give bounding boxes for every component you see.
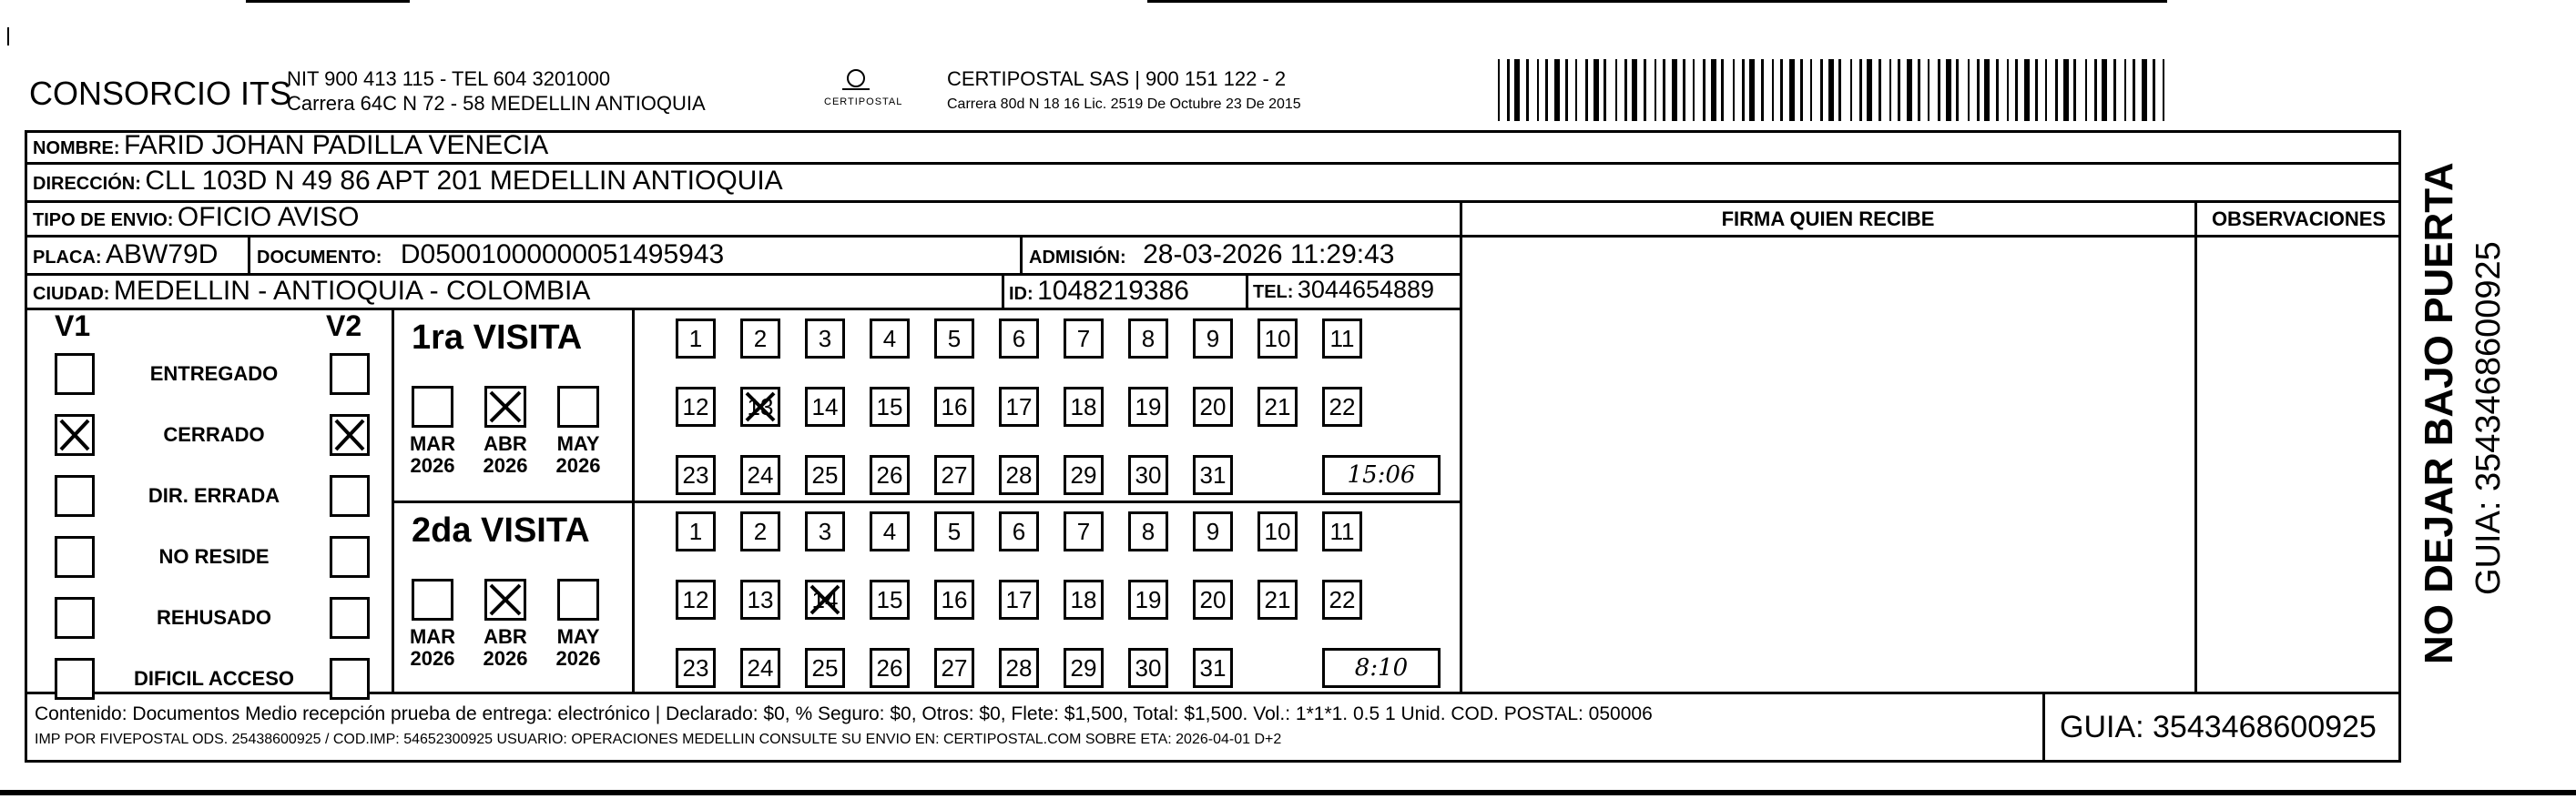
month-year: 2026 bbox=[410, 454, 455, 477]
nit-line: NIT 900 413 115 - TEL 604 3201000 bbox=[287, 67, 611, 90]
side-guide: GUIA: 3543468600925 bbox=[2469, 241, 2508, 595]
second-day-box[interactable]: 10 bbox=[1257, 511, 1298, 551]
name-value: FARID JOHAN PADILLA VENECIA bbox=[124, 130, 549, 160]
second-day-box[interactable]: 1 bbox=[676, 511, 716, 551]
v2-checkbox[interactable] bbox=[330, 414, 370, 456]
first-day-box[interactable]: 18 bbox=[1064, 387, 1104, 427]
first-month-label bbox=[407, 433, 458, 477]
first-day-box[interactable]: 16 bbox=[934, 387, 974, 427]
company-address: Carrera 64C N 72 - 58 MEDELLIN ANTIOQUIA bbox=[287, 92, 706, 115]
type-row bbox=[33, 202, 359, 233]
first-day-box[interactable]: 5 bbox=[934, 319, 974, 359]
scan-line bbox=[0, 790, 2576, 795]
scan-line bbox=[7, 27, 9, 46]
v1-checkbox[interactable] bbox=[55, 597, 95, 639]
second-day-box[interactable]: 31 bbox=[1193, 648, 1233, 688]
plate-value: ABW79D bbox=[106, 239, 219, 269]
first-day-box[interactable]: 22 bbox=[1322, 387, 1362, 427]
first-day-box[interactable]: 3 bbox=[805, 319, 845, 359]
certipostal-logo bbox=[806, 64, 906, 118]
first-day-box[interactable]: 11 bbox=[1322, 319, 1362, 359]
first-day-box[interactable]: 8 bbox=[1128, 319, 1168, 359]
second-day-box[interactable]: 18 bbox=[1064, 580, 1104, 620]
address-row bbox=[33, 166, 783, 197]
first-day-box[interactable]: 17 bbox=[999, 387, 1039, 427]
plate-row bbox=[33, 239, 218, 270]
first-day-box[interactable]: 7 bbox=[1064, 319, 1104, 359]
second-time-box[interactable]: 8:10 bbox=[1322, 648, 1441, 688]
month-name: MAR bbox=[409, 625, 456, 648]
observations-header: OBSERVACIONES bbox=[2211, 207, 2387, 230]
second-month-checkbox[interactable] bbox=[557, 579, 599, 621]
x-mark bbox=[743, 389, 778, 424]
first-month-checkbox[interactable] bbox=[484, 386, 526, 428]
first-day-box[interactable]: 23 bbox=[676, 455, 716, 495]
first-day-box[interactable]: 6 bbox=[999, 319, 1039, 359]
v2-checkbox[interactable] bbox=[330, 475, 370, 517]
second-day-box[interactable]: 20 bbox=[1193, 580, 1233, 620]
second-day-box[interactable]: 17 bbox=[999, 580, 1039, 620]
scan-line bbox=[246, 0, 410, 3]
status-label: ENTREGADO bbox=[149, 362, 279, 385]
footer-guide: GUIA: 3543468600925 bbox=[2060, 710, 2377, 744]
first-day-box[interactable]: 20 bbox=[1193, 387, 1233, 427]
doc-value: D05001000000051495943 bbox=[400, 239, 725, 269]
first-day-box[interactable]: 12 bbox=[676, 387, 716, 427]
second-month-label bbox=[553, 626, 604, 670]
col-divider bbox=[1020, 237, 1023, 275]
no-dejar-warning: NO DEJAR BAJO PUERTA bbox=[2417, 162, 2461, 664]
first-day-box[interactable]: 25 bbox=[805, 455, 845, 495]
first-day-box[interactable]: 24 bbox=[740, 455, 780, 495]
barcode bbox=[1498, 59, 2176, 121]
logo-caption: CERTIPOSTAL bbox=[824, 96, 903, 107]
first-day-box[interactable]: 14 bbox=[805, 387, 845, 427]
v1-checkbox[interactable] bbox=[55, 353, 95, 395]
first-day-box[interactable]: 19 bbox=[1128, 387, 1168, 427]
first-day-box[interactable]: 29 bbox=[1064, 455, 1104, 495]
second-day-box[interactable]: 13 bbox=[740, 580, 780, 620]
v1-checkbox[interactable] bbox=[55, 414, 95, 456]
second-day-box[interactable]: 25 bbox=[805, 648, 845, 688]
first-day-box[interactable]: 28 bbox=[999, 455, 1039, 495]
second-day-box[interactable]: 9 bbox=[1193, 511, 1233, 551]
city-value: MEDELLIN - ANTIOQUIA - COLOMBIA bbox=[113, 276, 591, 306]
second-day-box[interactable]: 21 bbox=[1257, 580, 1298, 620]
x-mark bbox=[487, 389, 524, 425]
admission-row bbox=[1029, 239, 1394, 270]
v2-checkbox[interactable] bbox=[330, 658, 370, 700]
city-row bbox=[33, 276, 590, 307]
signature-area[interactable] bbox=[1462, 238, 2194, 692]
second-day-box[interactable]: 3 bbox=[805, 511, 845, 551]
x-mark bbox=[57, 417, 92, 453]
second-day-box[interactable]: 29 bbox=[1064, 648, 1104, 688]
plate-label: PLACA: bbox=[33, 248, 102, 268]
first-month-label bbox=[480, 433, 531, 477]
row-divider bbox=[25, 200, 2401, 203]
second-day-box[interactable]: 24 bbox=[740, 648, 780, 688]
second-day-box[interactable]: 22 bbox=[1322, 580, 1362, 620]
month-name: MAR bbox=[409, 432, 456, 455]
second-day-box[interactable]: 7 bbox=[1064, 511, 1104, 551]
second-month-label bbox=[480, 626, 531, 670]
first-day-box[interactable]: 15 bbox=[870, 387, 910, 427]
month-year: 2026 bbox=[483, 647, 528, 670]
month-year: 2026 bbox=[410, 647, 455, 670]
col-divider bbox=[248, 237, 250, 275]
second-month-label bbox=[407, 626, 458, 670]
first-day-box[interactable]: 27 bbox=[934, 455, 974, 495]
status-label: DIFICIL ACCESO bbox=[133, 667, 294, 690]
row-divider bbox=[392, 501, 1461, 503]
first-month-label bbox=[553, 433, 604, 477]
second-day-box[interactable]: 28 bbox=[999, 648, 1039, 688]
month-name: MAY bbox=[556, 432, 600, 455]
status-label: CERRADO bbox=[163, 423, 265, 446]
first-day-box[interactable]: 1 bbox=[676, 319, 716, 359]
admission-label: ADMISIÓN: bbox=[1029, 248, 1126, 268]
scan-line bbox=[1147, 0, 2167, 3]
first-day-box[interactable]: 21 bbox=[1257, 387, 1298, 427]
second-day-box[interactable]: 8 bbox=[1128, 511, 1168, 551]
tel-value: 3044654889 bbox=[1297, 276, 1435, 303]
v2-label: V2 bbox=[326, 309, 362, 342]
signature-header: FIRMA QUIEN RECIBE bbox=[1721, 207, 1935, 230]
doc-row bbox=[257, 239, 724, 270]
second-day-box[interactable]: 19 bbox=[1128, 580, 1168, 620]
second-day-box[interactable]: 2 bbox=[740, 511, 780, 551]
tel-row bbox=[1253, 276, 1434, 304]
id-row bbox=[1009, 276, 1189, 307]
company-name: CONSORCIO ITS bbox=[29, 75, 292, 112]
v2-checkbox[interactable] bbox=[330, 536, 370, 578]
id-label: ID: bbox=[1009, 284, 1033, 304]
carrier-address: Carrera 80d N 18 16 Lic. 2519 De Octubre 23 De 2015 bbox=[947, 96, 1301, 112]
second-day-box[interactable]: 14 bbox=[805, 580, 845, 620]
observations-area[interactable] bbox=[2197, 238, 2401, 692]
month-name: MAY bbox=[556, 625, 600, 648]
imp-line: IMP POR FIVEPOSTAL ODS. 25438600925 / COD.IMP: 54652300925 USUARIO: OPERACIONES MEDELLIN CONSULTE SU ENVIO EN: CERTIPOSTAL.COM SOBRE ETA: 2026-04-01 D+2 bbox=[35, 732, 1282, 747]
col-divider bbox=[1002, 275, 1004, 309]
v2-checkbox[interactable] bbox=[330, 353, 370, 395]
col-divider bbox=[2042, 692, 2045, 763]
x-mark bbox=[808, 582, 842, 617]
status-label: NO RESIDE bbox=[158, 545, 270, 568]
v1-checkbox[interactable] bbox=[55, 536, 95, 578]
second-day-box[interactable]: 15 bbox=[870, 580, 910, 620]
first-day-box[interactable]: 10 bbox=[1257, 319, 1298, 359]
first-visit-title: 1ra VISITA bbox=[412, 319, 583, 357]
col-divider bbox=[1246, 275, 1248, 309]
x-mark bbox=[487, 582, 524, 618]
first-time-box[interactable]: 15:06 bbox=[1322, 455, 1441, 495]
type-value: OFICIO AVISO bbox=[177, 202, 360, 232]
second-day-box[interactable]: 5 bbox=[934, 511, 974, 551]
second-day-box[interactable]: 12 bbox=[676, 580, 716, 620]
second-day-box[interactable]: 4 bbox=[870, 511, 910, 551]
second-month-checkbox[interactable] bbox=[412, 579, 453, 621]
doc-label: DOCUMENTO: bbox=[257, 248, 382, 268]
second-day-box[interactable]: 26 bbox=[870, 648, 910, 688]
name-label: NOMBRE: bbox=[33, 138, 120, 158]
row-divider bbox=[25, 162, 2401, 165]
second-day-box[interactable]: 23 bbox=[676, 648, 716, 688]
first-day-box[interactable]: 26 bbox=[870, 455, 910, 495]
x-mark bbox=[332, 417, 367, 453]
status-label: REHUSADO bbox=[157, 606, 271, 629]
tel-label: TEL: bbox=[1253, 282, 1294, 302]
month-name: ABR bbox=[484, 432, 527, 455]
v1-checkbox[interactable] bbox=[55, 658, 95, 700]
v1-checkbox[interactable] bbox=[55, 475, 95, 517]
type-label: TIPO DE ENVIO: bbox=[33, 210, 174, 230]
first-day-box[interactable]: 13 bbox=[740, 387, 780, 427]
second-visit-title: 2da VISITA bbox=[412, 511, 590, 550]
second-day-box[interactable]: 27 bbox=[934, 648, 974, 688]
second-day-box[interactable]: 30 bbox=[1128, 648, 1168, 688]
month-year: 2026 bbox=[555, 647, 601, 670]
month-name: ABR bbox=[484, 625, 527, 648]
first-month-checkbox[interactable] bbox=[412, 386, 453, 428]
address-label: DIRECCIÓN: bbox=[33, 174, 141, 194]
status-label: DIR. ERRADA bbox=[148, 484, 280, 507]
first-day-box[interactable]: 4 bbox=[870, 319, 910, 359]
month-year: 2026 bbox=[555, 454, 601, 477]
id-value: 1048219386 bbox=[1037, 276, 1189, 306]
first-day-box[interactable]: 30 bbox=[1128, 455, 1168, 495]
city-label: CIUDAD: bbox=[33, 284, 110, 304]
name-row bbox=[33, 130, 548, 161]
v1-label: V1 bbox=[55, 309, 91, 342]
first-day-box[interactable]: 2 bbox=[740, 319, 780, 359]
first-day-box[interactable]: 9 bbox=[1193, 319, 1233, 359]
second-day-box[interactable]: 11 bbox=[1322, 511, 1362, 551]
second-month-checkbox[interactable] bbox=[484, 579, 526, 621]
second-day-box[interactable]: 6 bbox=[999, 511, 1039, 551]
first-day-box[interactable]: 31 bbox=[1193, 455, 1233, 495]
admission-value: 28-03-2026 11:29:43 bbox=[1143, 239, 1395, 269]
month-year: 2026 bbox=[483, 454, 528, 477]
address-value: CLL 103D N 49 86 APT 201 MEDELLIN ANTIOQUIA bbox=[145, 166, 783, 196]
v2-checkbox[interactable] bbox=[330, 597, 370, 639]
second-day-box[interactable]: 16 bbox=[934, 580, 974, 620]
content-line: Contenido: Documentos Medio recepción prueba de entrega: electrónico | Declarado: $0, % Seguro: $0, Otros: $0, Flete: $1,500, Total: $1,500. Vol.: 1*1*1. 0.5 1 Unid. COD. POSTAL: 050006 bbox=[35, 703, 1653, 724]
carrier-line: CERTIPOSTAL SAS | 900 151 122 - 2 bbox=[947, 67, 1287, 90]
first-month-checkbox[interactable] bbox=[557, 386, 599, 428]
